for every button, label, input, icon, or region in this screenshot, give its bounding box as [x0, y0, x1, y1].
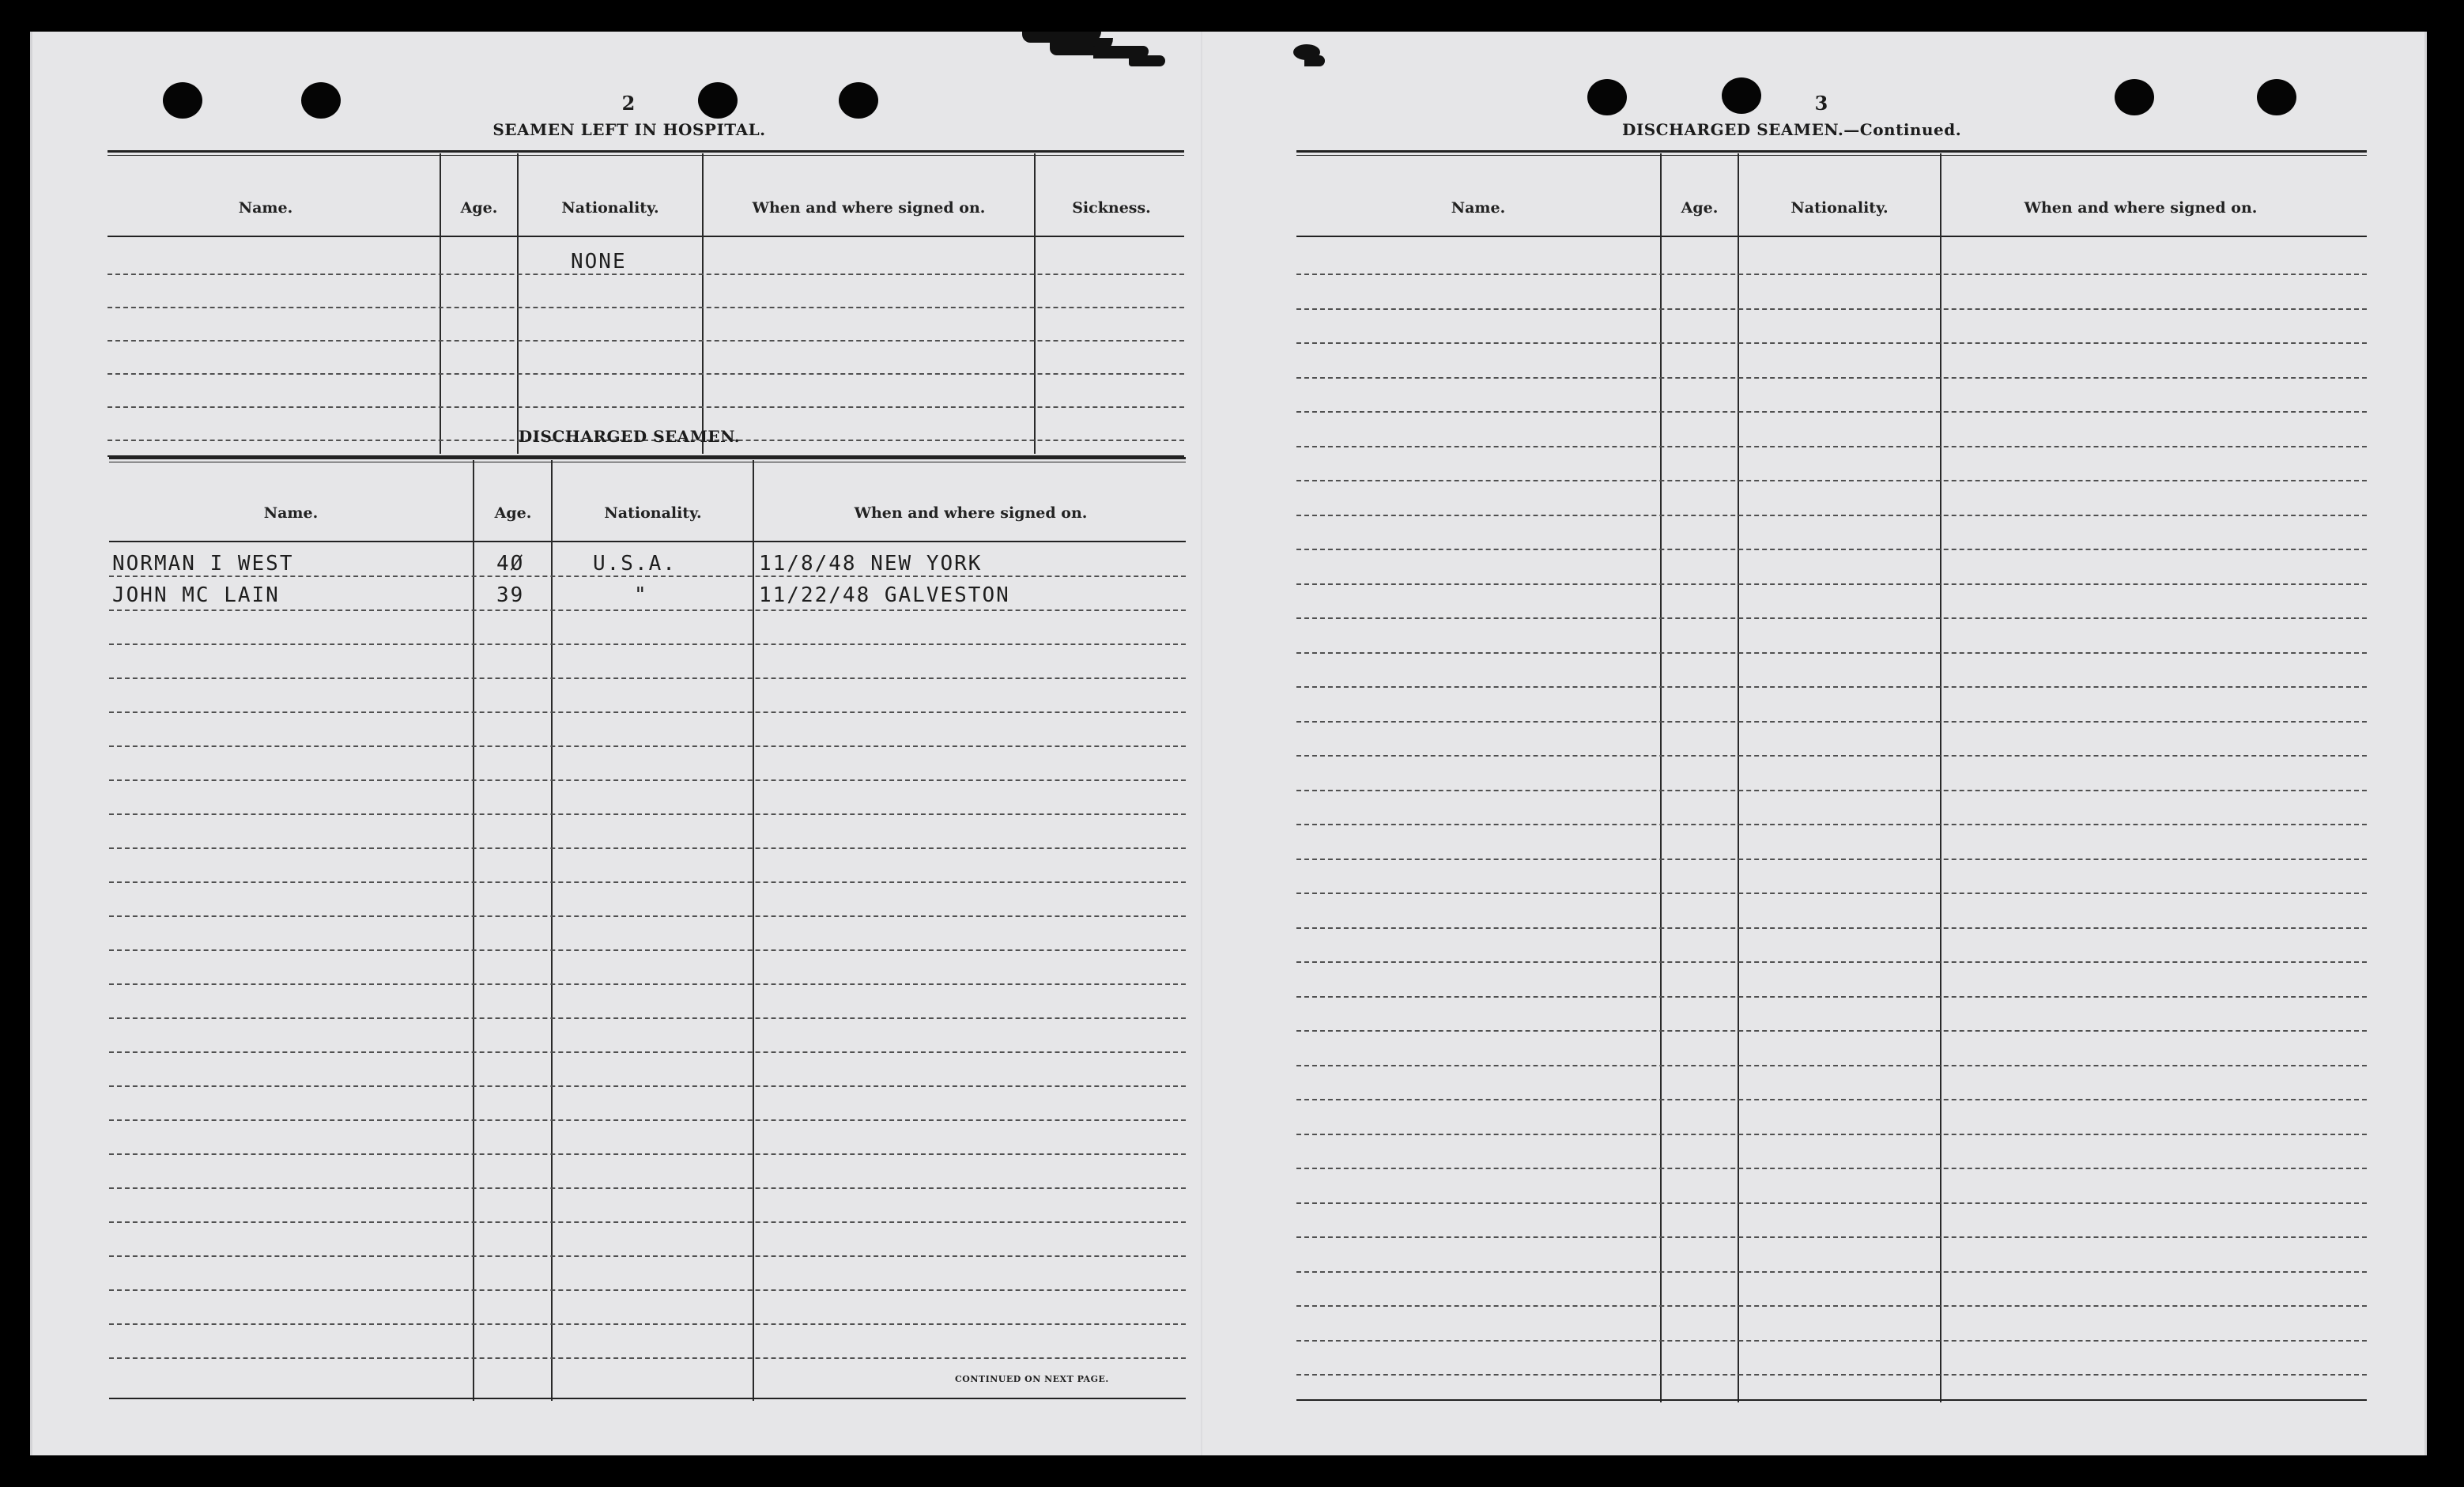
row-2-name: JOHN MC LAIN — [112, 583, 280, 607]
ruled-line — [1296, 893, 2367, 894]
discharged-section-title: DISCHARGED SEAMEN. — [518, 427, 741, 446]
torn-edge — [1129, 55, 1165, 66]
ruled-line — [1296, 549, 2367, 550]
ruled-line — [1296, 1065, 2367, 1066]
ruled-line — [109, 1085, 1186, 1087]
ruled-line — [1296, 1305, 2367, 1307]
column-header-age: Age. — [494, 504, 532, 522]
discharged-continued-table — [1296, 150, 2367, 1404]
row-1-name: NORMAN I WEST — [112, 552, 294, 576]
ruled-line — [109, 610, 1186, 611]
punch-hole — [301, 82, 341, 119]
ruled-line — [109, 1051, 1186, 1053]
column-header-age: Age. — [460, 199, 498, 217]
ruled-line — [109, 1187, 1186, 1189]
column-header-sickness: Sickness. — [1072, 199, 1151, 217]
ruled-line — [1296, 274, 2367, 275]
row-2-signed-on: 11/22/48 GALVESTON — [759, 583, 1010, 607]
ruled-line — [1296, 617, 2367, 619]
ruled-line — [1296, 480, 2367, 481]
ruled-line — [1296, 996, 2367, 998]
ruled-line — [1296, 721, 2367, 723]
continued-section-title: DISCHARGED SEAMEN.—Continued. — [1622, 120, 1962, 139]
ruled-line — [109, 677, 1186, 679]
ruled-line — [1296, 961, 2367, 963]
punch-hole — [698, 82, 738, 119]
column-header-name: Name. — [238, 199, 293, 217]
ruled-line — [1296, 1271, 2367, 1273]
column-header-when-where: When and where signed on. — [2024, 199, 2258, 217]
ruled-line — [109, 813, 1186, 815]
ruled-line — [109, 711, 1186, 713]
ruled-line — [109, 847, 1186, 849]
ruled-line — [1296, 1374, 2367, 1376]
ruled-line — [109, 915, 1186, 917]
column-header-nationality: Nationality. — [604, 504, 702, 522]
ruled-line — [109, 745, 1186, 747]
ruled-line — [109, 1221, 1186, 1223]
ruled-line — [1296, 342, 2367, 344]
ruled-line — [109, 1017, 1186, 1019]
column-header-nationality: Nationality. — [1790, 199, 1889, 217]
ruled-line — [1296, 824, 2367, 825]
page-number: 2 — [621, 92, 636, 115]
ruled-line — [1296, 1236, 2367, 1238]
column-header-when-where: When and where signed on. — [854, 504, 1088, 522]
punch-hole — [2115, 79, 2154, 115]
ruled-line — [1296, 927, 2367, 929]
ruled-line — [1296, 583, 2367, 585]
column-header-when-where: When and where signed on. — [752, 199, 986, 217]
column-header-age: Age. — [1681, 199, 1719, 217]
column-header-name: Name. — [263, 504, 319, 522]
page-fold — [1201, 32, 1202, 1455]
hospital-section-title: SEAMEN LEFT IN HOSPITAL. — [492, 120, 766, 139]
punch-hole — [1722, 77, 1761, 114]
punch-hole — [2257, 79, 2296, 115]
ruled-line — [1296, 308, 2367, 310]
punch-hole — [839, 82, 878, 119]
ruled-line — [109, 779, 1186, 781]
ruled-line — [1296, 652, 2367, 654]
ruled-line — [1296, 1030, 2367, 1032]
ruled-line — [109, 1323, 1186, 1325]
ruled-line — [1296, 446, 2367, 447]
ruled-line — [1296, 686, 2367, 688]
ruled-line — [1296, 755, 2367, 757]
hospital-entry: NONE — [571, 250, 627, 274]
ruled-line — [109, 949, 1186, 951]
ruled-line — [109, 1289, 1186, 1291]
ruled-line — [1296, 515, 2367, 516]
torn-edge — [1304, 55, 1325, 66]
left-edge — [30, 32, 32, 1455]
hospital-table — [108, 150, 1184, 457]
continued-note: CONTINUED ON NEXT PAGE. — [955, 1374, 1109, 1384]
right-edge — [2424, 32, 2427, 1455]
ruled-line — [1296, 859, 2367, 860]
column-header-name: Name. — [1451, 199, 1506, 217]
punch-hole — [163, 82, 202, 119]
ruled-line — [1296, 1340, 2367, 1342]
ruled-line — [109, 1153, 1186, 1155]
ruled-line — [109, 576, 1186, 577]
ruled-line — [1296, 1202, 2367, 1204]
ruled-line — [109, 881, 1186, 883]
ruled-line — [1296, 790, 2367, 791]
ruled-line — [109, 643, 1186, 645]
punch-hole — [1587, 79, 1627, 115]
ruled-line — [109, 983, 1186, 985]
ruled-line — [1296, 1134, 2367, 1135]
ruled-line — [109, 1119, 1186, 1121]
row-1-signed-on: 11/8/48 NEW YORK — [759, 552, 983, 576]
row-1-nationality: U.S.A. — [593, 552, 677, 576]
ruled-line — [1296, 1099, 2367, 1100]
ruled-line — [1296, 1168, 2367, 1169]
ruled-line — [109, 1357, 1186, 1359]
row-1-age: 4Ø — [496, 552, 525, 576]
ruled-line — [1296, 377, 2367, 379]
document-sheet — [30, 32, 2427, 1455]
page-number: 3 — [1814, 92, 1828, 115]
column-header-nationality: Nationality. — [561, 199, 659, 217]
row-2-age: 39 — [496, 583, 525, 607]
discharged-table — [109, 457, 1186, 1402]
ruled-line — [109, 1255, 1186, 1257]
ruled-line — [1296, 411, 2367, 413]
row-2-nationality: " — [634, 583, 648, 607]
